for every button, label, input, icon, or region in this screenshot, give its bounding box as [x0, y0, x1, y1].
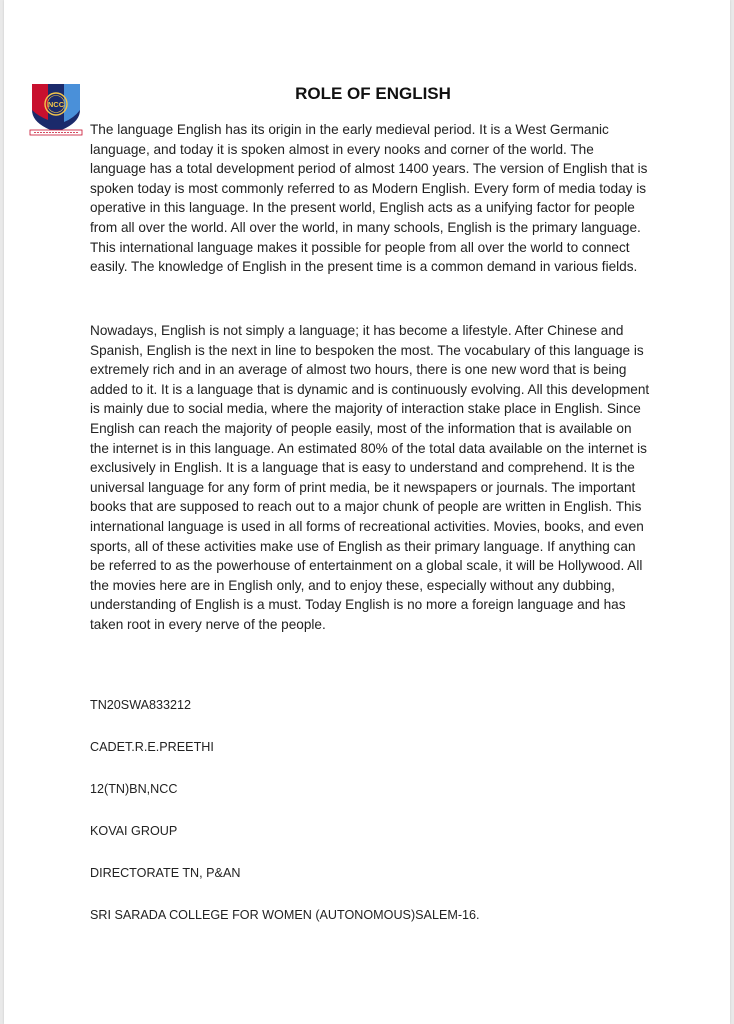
cadet-name: CADET.R.E.PREETHI	[90, 740, 214, 754]
paragraph-origin: The language English has its origin in the early medieval period. It is a West Germanic language, and today it is spoken almost in every nooks and corner of the world. The language has a total development period of almost 1400 years. The version of English that is spoken today is most commonly referred to as Modern English. Every form of media today is operative in this language. In the present world, English acts as a unifying factor for people from all over the world. All over the world, in many schools, English is the primary language. This international language makes it possible for people from all over the world to connect easily. The knowledge of English in the present time is a common demand in various fields.	[90, 122, 648, 275]
document-title: ROLE OF ENGLISH	[295, 84, 451, 103]
cadet-directorate: DIRECTORATE TN, P&AN	[90, 866, 241, 880]
cadet-unit: 12(TN)BN,NCC	[90, 782, 178, 796]
cadet-group: KOVAI GROUP	[90, 824, 178, 838]
cadet-id: TN20SWA833212	[90, 698, 192, 712]
paragraph-lifestyle: Nowadays, English is not simply a language; it has become a lifestyle. After Chinese and Spanish, English is the next in line to bespoken the most. The vocabulary of this language is extremely rich and in an average of almost two hours, there is one new word that is being added to it. It is a language that is dynamic and is continuously evolving. All this development is mainly due to social media, where the majority of interaction stake place in English. Since English can reach the majority of people easily, most of the information that is available on the internet is in this language. An estimated 80% of the total data available on the internet is exclusively in English. It is a language that is easy to understand and comprehend. It is the universal language for any form of print media, be it newspapers or journals. The important books that are supposed to reach out to a major chunk of people are written in English. This international language is used in all forms of recreational activities. Movies, books, and even sports, all of these activities make use of English as their primary language. If anything can be referred to as the powerhouse of entertainment on a global scale, it will be Hollywood. All the movies here are in English only, and to enjoy these, especially without any dubbing, understanding of English is a must. Today English is no more a foreign language and has taken root in every nerve of the people.	[90, 323, 650, 632]
cadet-college: SRI SARADA COLLEGE FOR WOMEN (AUTONOMOUS)SALEM-16.	[90, 908, 480, 922]
svg-text:NCC: NCC	[47, 100, 65, 109]
document-page	[4, 0, 730, 1024]
